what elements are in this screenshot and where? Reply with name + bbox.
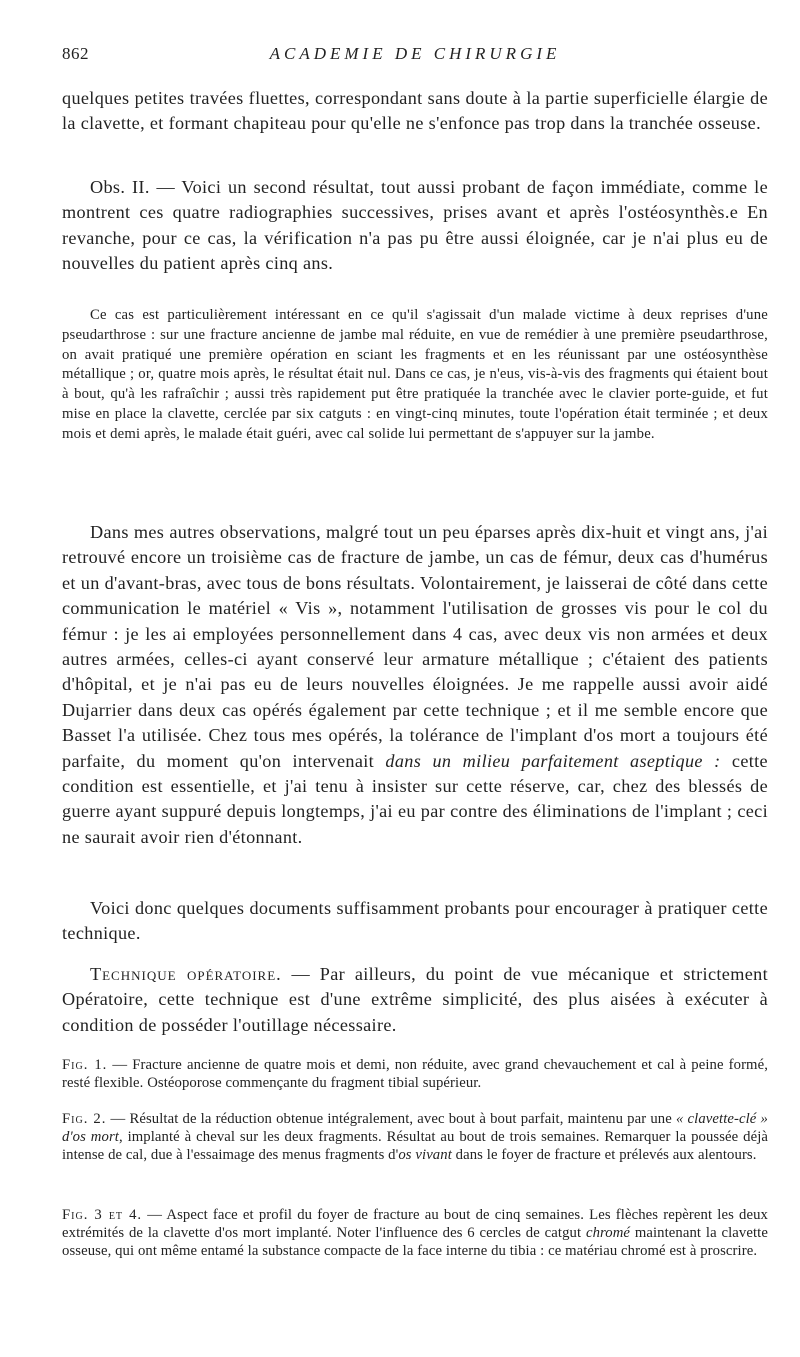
caption-label: Fig. 1.	[62, 1057, 108, 1073]
section-heading: Technique opératoire.	[90, 964, 282, 984]
emphasis-aseptic: dans un milieu parfaitement aseptique :	[385, 750, 721, 771]
paragraph-other-observations	[62, 520, 768, 850]
paragraph-case-details: Ce cas est particulièrement intéressant en ce qu'il s'agissait d'un malade victime à deux reprises d'une pseudarthrose : sur une fracture ancienne de jambe mal réduite, en vue de remédier à une première pseudarthrose, on avait pratiqué une première opération en sciant les fragments et en les réunissant par une ostéosynthèse métallique ; or, quatre mois après, le résultat était nul. Dans ce cas, je n'eus, vis-à-vis des fragments qui étaient bout à bout, qu'à les rafraîchir ; aussi très rapidement put être pratiquée la tranchée avec le clavier porte-guide, et fut mise en place la clavette, cerclée par six catguts : en vingt-cinq minutes, toute l'opération était terminée ; et deux mois et demi après, le malade était guéri, avec cal solide lui permettant de s'appuyer sur la jambe.	[62, 307, 768, 442]
paragraph-technique	[62, 962, 768, 1038]
page-header	[62, 44, 768, 68]
caption-label: Fig. 2.	[62, 1111, 107, 1127]
caption-fig-3-4	[62, 1207, 768, 1260]
paragraph-text: — Par ailleurs, du point de vue mécanique et strictement Opératoire, cette technique est d'une extrême simplicité, des plus aisées à exécuter à condition de posséder l'outillage nécessaire.	[62, 964, 768, 1035]
paragraph-text: Dans mes autres observations, malgré tout un peu éparses après dix-huit et vingt ans, j'ai retrouvé encore un troisième cas de fracture de jambe, un cas de fémur, deux cas d'humérus et un d'avant-bras, avec tous de bons résultats. Volontairement, je laisserai de côté dans cette communication le matériel « Vis », notamment l'utilisation de grosses vis pour le col du fémur : je les ai employées personnellement dans 4 cas, avec deux vis non armées et deux autres armées, celles-ci ayant conservé leur armature métallique ; c'étaient des patients d'hôpital, et je n'ai pas eu de leurs nouvelles éloignées. Je me rappelle aussi avoir aidé Dujarrier dans deux cas opérés également par cette technique ; et il me semble encore que Basset l'a utilisée. Chez tous mes opérés, la tolérance de l'implant d'os mort a toujours été parfaite, du moment qu'on intervenait	[62, 522, 768, 771]
running-head: ACADEMIE DE CHIRURGIE	[269, 44, 561, 63]
paragraph-obs-2: Obs. II. — Voici un second résultat, tout aussi probant de façon immédiate, comme le montrent ces quatre radiographies successives, prises avant et après l'ostéosynthès.e En revanche, pour ce cas, la vérification n'a pas pu être aussi éloignée, car je n'ai plus eu de nouvelles du patient après cinq ans.	[62, 177, 768, 274]
caption-text: maintenant la clavette osseuse, qui ont même entamé la substance compacte de la face interne du tibia : ce matériau chromé est à proscrire.	[62, 1224, 768, 1259]
caption-text: , implanté à cheval sur les deux fragments. Résultat au bout de trois semaines. Remarquer la poussée déjà intense de cal, due à l'essaimage des menus fragments d'	[62, 1128, 768, 1163]
caption-text: — Aspect face et profil du foyer de fracture au bout de cinq semaines. Les flèches repèrent les deux extrémités de la clavette d'os mort implanté. Noter l'influence des 6 cercles de catgut	[62, 1207, 769, 1241]
paragraph-continuation: quelques petites travées fluettes, correspondant sans doute à la partie superficielle élargie de la clavette, et formant chapiteau pour qu'elle ne s'enfonce pas trop dans la tranchée osseuse.	[62, 88, 768, 134]
caption-text: — Fracture ancienne de quatre mois et demi, non réduite, avec grand chevauchement et cal à peine formé, resté flexible. Ostéoporose commençante du fragment tibial supérieur.	[62, 1057, 768, 1091]
caption-fig-1	[62, 1057, 768, 1093]
caption-text: — Résultat de la réduction obtenue intégralement, avec bout à bout parfait, maintenu par une	[110, 1111, 672, 1127]
caption-label: Fig. 3 et 4.	[62, 1207, 143, 1223]
caption-emphasis: « clavette-clé » d'os mort	[62, 1111, 768, 1145]
caption-text: dans le foyer de fracture et prélevés aux alentours.	[455, 1146, 757, 1163]
caption-fig-2	[62, 1111, 768, 1164]
paragraph-text: cette condition est essentielle, et j'ai tenu à insister sur cette réserve, car, chez des blessés de guerre ayant suppuré depuis longtemps, j'ai eu par contre des éliminations de l'implant ; ceci ne saurait avoir rien d'étonnant.	[62, 750, 768, 847]
page-number: 862	[62, 44, 89, 63]
paragraph-documents: Voici donc quelques documents suffisamment probants pour encourager à pratiquer cette technique.	[62, 898, 768, 944]
caption-emphasis: chromé	[585, 1224, 631, 1241]
caption-emphasis: os vivant	[398, 1146, 452, 1163]
